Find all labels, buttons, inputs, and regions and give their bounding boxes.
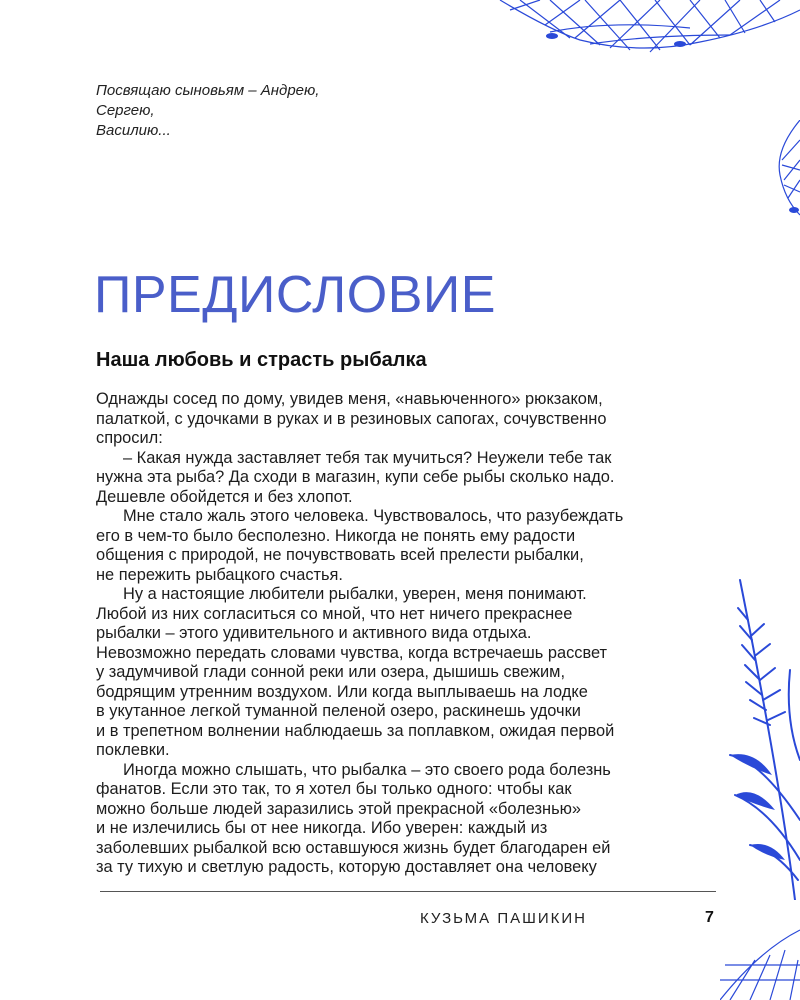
text-line: Мне стало жаль этого человека. Чувствовалось, что разубеждать (123, 507, 624, 525)
text-line: общения с природой, не почувствовать всей прелести рыбалки, (96, 546, 584, 564)
dedication-line: Сергею, (96, 102, 155, 119)
text-line: за ту тихую и светлую радость, которую доставляет она человеку (96, 858, 597, 876)
footer-author: КУЗЬМА ПАШИКИН (420, 910, 588, 927)
dedication (96, 81, 319, 141)
chapter-title: ПРЕДИСЛОВИЕ (94, 266, 496, 324)
text-line: спросил: (96, 429, 163, 447)
fishing-net-illustration-right (770, 120, 800, 230)
text-line: Любой из них согласиться со мной, что нет ничего прекраснее (96, 604, 573, 623)
page-number: 7 (705, 909, 714, 926)
text-line: фанатов. Если это так, то я хотел бы только одного: чтобы как (96, 780, 572, 798)
text-line: палаткой, с удочками в руках и в резиновых сапогах, сочувственно (96, 409, 607, 428)
text-line: – Какая нужда заставляет тебя так мучиться? Неужели тебе так (123, 448, 612, 467)
text-line: в укутанное легкой туманной пеленой озеро, раскинешь удочки (96, 702, 581, 720)
reeds-illustration (700, 560, 800, 900)
dedication-line: Василию... (96, 122, 171, 139)
fishing-net-illustration-bottom (720, 920, 800, 1000)
text-line: у задумчивой глади сонной реки или озера, дышишь свежим, (96, 663, 566, 681)
text-line: бодрящим утренним воздухом. Или когда выплываешь на лодке (96, 682, 588, 701)
text-line: можно больше людей заразились этой прекрасной «болезнью» (96, 799, 582, 818)
section-subtitle: Наша любовь и страсть рыбалка (96, 349, 427, 371)
fishing-net-illustration-top (490, 0, 800, 60)
text-line: Ну а настоящие любители рыбалки, уверен, меня понимают. (123, 585, 587, 603)
text-line: и в трепетном волнении наблюдаешь за поплавком, ожидая первой (96, 721, 615, 740)
text-line: рыбалки – этого удивительного и активного вида отдыха. (96, 624, 532, 642)
text-line: поклевки. (96, 741, 170, 759)
text-line: Иногда можно слышать, что рыбалка – это своего рода болезнь (123, 760, 611, 779)
text-line: не пережить рыбацкого счастья. (96, 565, 343, 584)
text-line: его в чем-то было бесполезно. Никогда не понять ему радости (96, 526, 576, 545)
text-line: Невозможно передать словами чувства, когда встречаешь рассвет (96, 643, 608, 662)
text-line: и не излечились бы от нее никогда. Ибо уверен: каждый из (96, 819, 548, 837)
text-line: заболевших рыбалкой всю оставшуюся жизнь будет благодарен ей (96, 838, 611, 857)
text-line: Дешевле обойдется и без хлопот. (96, 487, 353, 506)
text-line: Однажды сосед по дому, увидев меня, «навьюченного» рюкзаком, (96, 390, 603, 408)
footer-divider (100, 891, 716, 892)
dedication-line: Посвящаю сыновьям – Андрею, (96, 82, 320, 99)
text-line: нужна эта рыба? Да сходи в магазин, купи себе рыбы сколько надо. (96, 468, 615, 486)
body-text (96, 390, 708, 878)
